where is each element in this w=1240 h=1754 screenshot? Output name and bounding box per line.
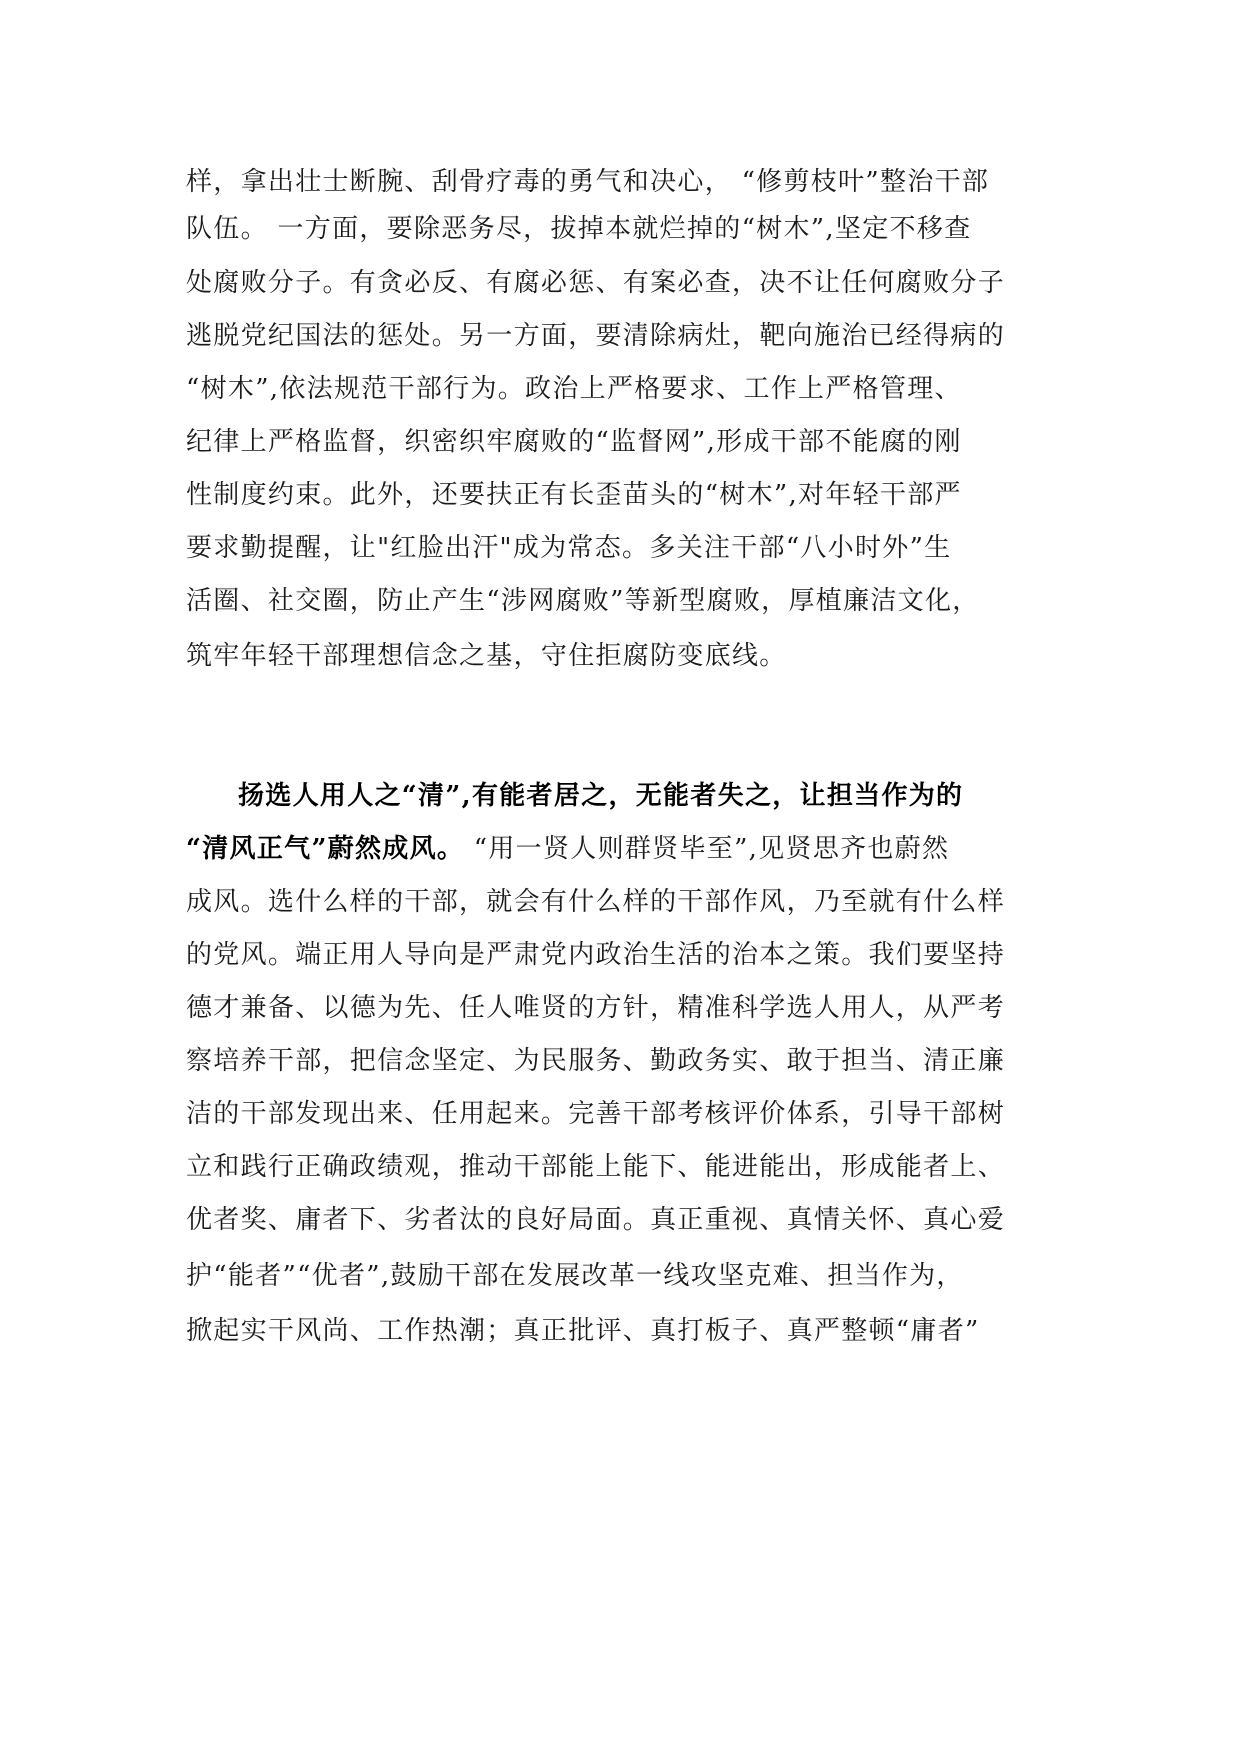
paragraph-2-line-2: 的党风。端正用人导向是严肃党内政治生活的治本之策。我们要坚持: [186, 940, 1006, 970]
paragraph-2-heading-line-2: [186, 833, 1066, 865]
paragraph-1-line-10: 筑牢年轻干部理想信念之基，守住拒腐防变底线。: [186, 641, 787, 671]
paragraph-1-line-7: 性制度约束。此外，还要扶正有长歪苗头的“树木”,对年轻干部严: [186, 480, 962, 510]
paragraph-1-line-6: 纪律上严格监督，织密织牢腐败的“监督网”,形成干部不能腐的刚: [186, 427, 962, 457]
paragraph-2-line-7: 优者奖、庸者下、劣者汰的良好局面。真正重视、真情关怀、真心爱: [186, 1205, 1006, 1235]
paragraph-1-line-8: 要求勤提醒，让"红脸出汗"成为常态。多关注干部“八小时外”生: [186, 533, 952, 563]
paragraph-2-line-1: 成风。选什么样的干部，就会有什么样的干部作风，乃至就有什么样: [186, 887, 1006, 917]
paragraph-2-heading-line-1: [238, 780, 1066, 812]
paragraph-2-heading-text-rest: “用一贤人则群贤毕至”,见贤思齐也蔚然: [464, 834, 950, 864]
paragraph-1-line-2: 队伍。 一方面，要除恶务尽，拔掉本就烂掉的“树木”,坚定不移查: [186, 214, 972, 244]
paragraph-2-line-6: 立和践行正确政绩观，推动干部能上能下、能进能出，形成能者上、: [186, 1152, 1006, 1182]
paragraph-1-line-3: 处腐败分子。有贪必反、有腐必惩、有案必查，决不让任何腐败分子: [186, 268, 1006, 298]
paragraph-2-heading-text-bold: “清风正气”蔚然成风。: [186, 834, 465, 864]
paragraph-2-line-5: 洁的干部发现出来、任用起来。完善干部考核评价体系，引导干部树: [186, 1099, 1006, 1129]
paragraph-1-line-5: “树木”,依法规范干部行为。政治上严格要求、工作上严格管理、: [186, 374, 962, 404]
paragraph-2-line-9: 掀起实干风尚、工作热潮；真正批评、真打板子、真严整顿“庸者”: [186, 1316, 980, 1346]
paragraph-2-heading-text: 扬选人用人之“清”,有能者居之，无能者失之，让担当作为的: [238, 781, 964, 811]
paragraph-1-line-4: 逃脱党纪国法的惩处。另一方面，要清除病灶，靶向施治已经得病的: [186, 321, 1006, 351]
paragraph-2-line-3: 德才兼备、以德为先、任人唯贤的方针，精准科学选人用人，从严考: [186, 993, 1006, 1023]
paragraph-1-line-1: 样，拿出壮士断腕、刮骨疗毒的勇气和决心， “修剪枝叶”整治干部: [186, 167, 990, 197]
paragraph-1-line-9: 活圈、社交圈，防止产生“涉网腐败”等新型腐败，厚植廉洁文化，: [186, 586, 980, 616]
paragraph-2-line-8: 护“能者”“优者”,鼓励干部在发展改革一线攻坚克难、担当作为，: [186, 1261, 964, 1291]
paragraph-2-line-4: 察培养干部，把信念坚定、为民服务、勤政务实、敢于担当、清正廉: [186, 1046, 1006, 1076]
